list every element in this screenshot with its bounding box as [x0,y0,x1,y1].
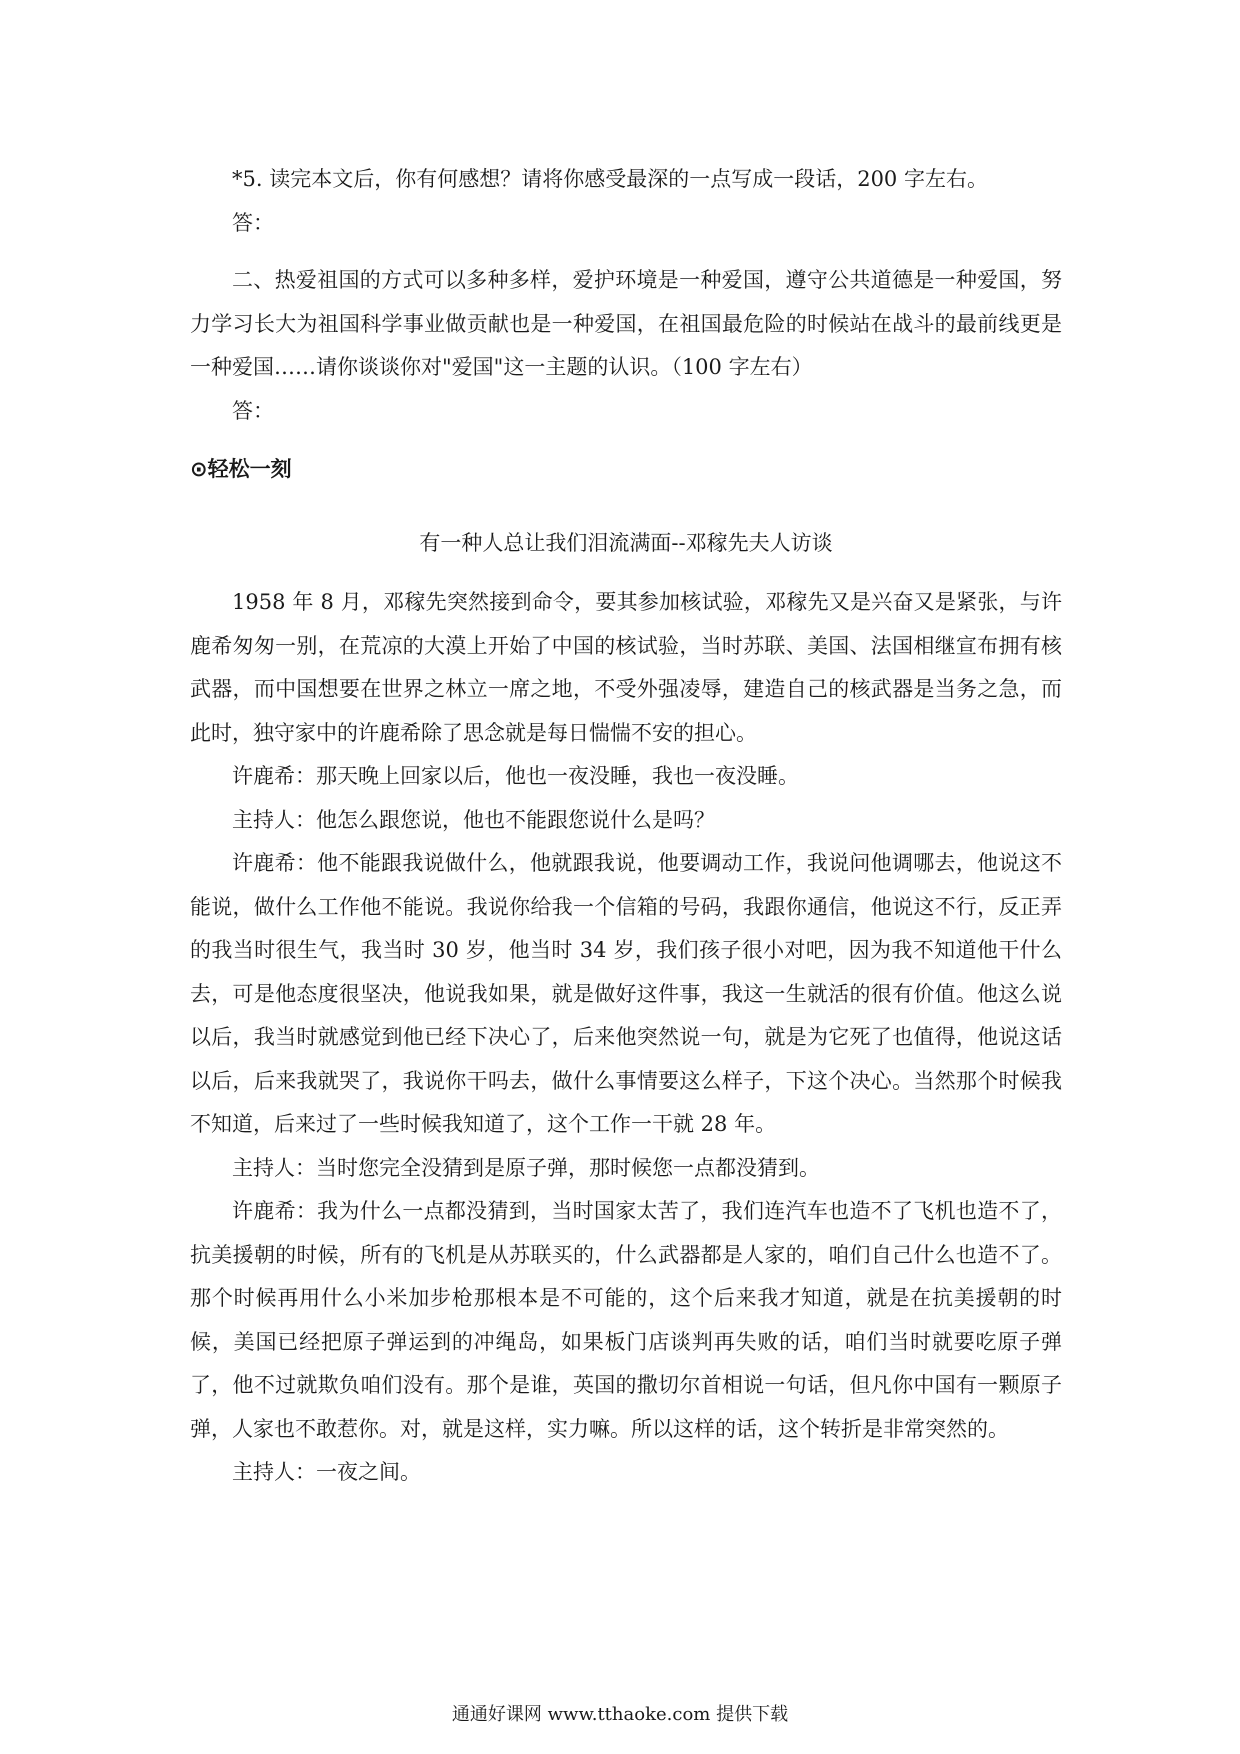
question-5: *5. 读完本文后，你有何感想？请将你感受最深的一点写成一段话，200 字左右。 [232,167,988,191]
article-paragraph: 主持人：一夜之间。 [232,1460,421,1484]
section-title: ⊙轻松一刻 [190,457,292,481]
article-title: 有一种人总让我们泪流满面--邓稼先夫人访谈 [419,530,833,555]
article-paragraph: 1958 年 8 月，邓稼先突然接到命令，要其参加核试验，邓稼先又是兴奋又是紧张，与许鹿希匆匆一别，在荒凉的大漠上开始了中国的核试验，当时苏联、美国、法国相继宣布拥有核武器，而中国想要在世界之林立一席之地，不受外强凌辱，建造自己的核武器是当务之急，而此时，独守家中的许鹿希除了思念就是每日惴惴不安的担心。 [190,590,1062,745]
question-2-answer: 答： [232,398,274,423]
page-content [190,158,1062,1495]
article-paragraph: 许鹿希：那天晚上回家以后，他也一夜没睡，我也一夜没睡。 [232,764,799,788]
question-5-answer: 答： [232,210,274,235]
article-paragraph: 主持人：他怎么跟您说，他也不能跟您说什么是吗？ [232,807,715,832]
page-footer: 通通好课网 www.tthaoke.com 提供下载 [451,1704,789,1725]
article-paragraph: 许鹿希：我为什么一点都没猜到，当时国家太苦了，我们连汽车也造不了飞机也造不了，抗美援朝的时候，所有的飞机是从苏联买的，什么武器都是人家的，咱们自己什么也造不了。那个时候再用什么小米加步枪那根本是不可能的，这个后来我才知道，就是在抗美援朝的时候，美国已经把原子弹运到的冲绳岛，如果板门店谈判再失败的话，咱们当时就要吃原子弹了，他不过就欺负咱们没有。那个是谁，英国的撒切尔首相说一句话，但凡你中国有一颗原子弹，人家也不敢惹你。对，就是这样，实力嘛。所以这样的话，这个转折是非常突然的。 [190,1199,1062,1441]
question-2: 二、热爱祖国的方式可以多种多样，爱护环境是一种爱国，遵守公共道德是一种爱国，努力学习长大为祖国科学事业做贡献也是一种爱国，在祖国最危险的时候站在战斗的最前线更是一种爱国……请你谈谈你对"爱国"这一主题的认识。（100 字左右） [190,268,1062,379]
article-paragraph: 许鹿希：他不能跟我说做什么，他就跟我说，他要调动工作，我说问他调哪去，他说这不能说，做什么工作他不能说。我说你给我一个信箱的号码，我跟你通信，他说这不行，反正弄的我当时很生气，我当时 30 岁，他当时 34 岁，我们孩子很小对吧，因为我不知道他干什么去，可是他态度很坚决，他说我如果，就是做好这件事，我这一生就活的很有价值。他这么说以后，我当时就感觉到他已经下决心了，后来他突然说一句，就是为它死了也值得，他说这话以后，后来我就哭了，我说你干吗去，做什么事情要这么样子，下这个决心。当然那个时候我不知道，后来过了一些时候我知道了，这个工作一干就 28 年。 [190,851,1062,1136]
article-paragraph: 主持人：当时您完全没猜到是原子弹，那时候您一点都没猜到。 [232,1155,820,1180]
